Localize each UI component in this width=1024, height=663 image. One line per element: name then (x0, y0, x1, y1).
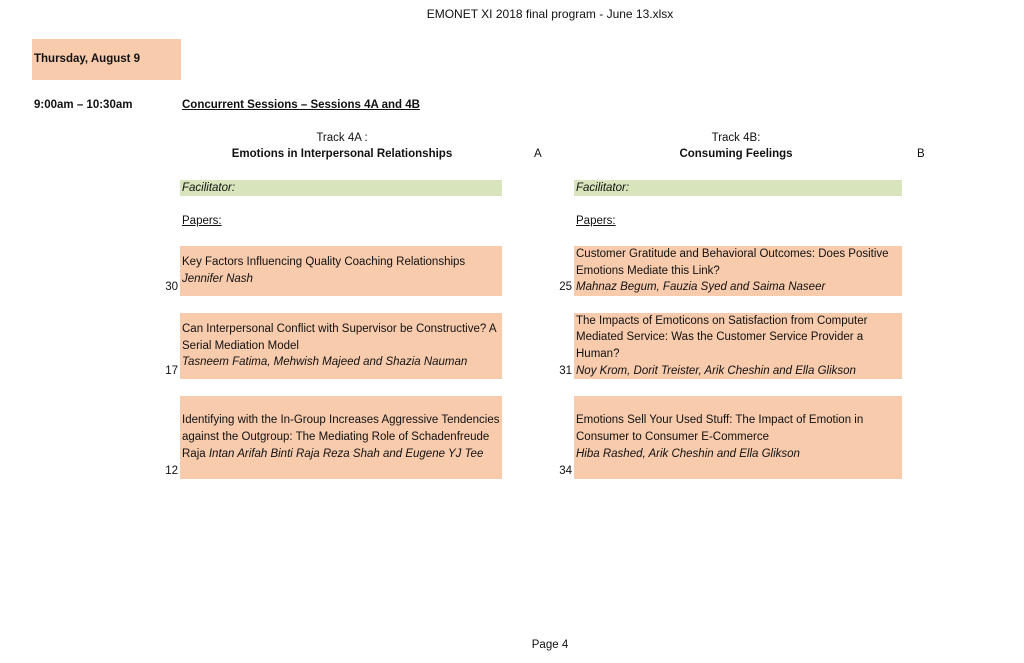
track-b-label: Track 4B: (711, 132, 761, 144)
session-time: 9:00am – 10:30am (34, 99, 133, 111)
track-a-facilitator-bar (180, 180, 502, 196)
page-footer: Page 4 (531, 639, 569, 651)
paper-title: The Impacts of Emoticons on Satisfaction from Computer Mediated Service: Was the Customer Service Provider a Human? (576, 314, 868, 360)
paper-item (180, 246, 502, 296)
paper-item (180, 396, 502, 479)
track-b-letter: B (917, 148, 925, 160)
paper-authors-italic: Tasneem Fatima, Mehwish Majeed and Shazia Nauman (182, 356, 468, 369)
paper-item (574, 313, 902, 379)
paper-authors (576, 279, 900, 296)
paper-number: 12 (165, 465, 178, 477)
track-b-facilitator-bar (574, 180, 902, 196)
paper-authors (182, 271, 500, 288)
track-b-name: Consuming Feelings (679, 148, 793, 160)
track-a-label: Track 4A : (316, 132, 368, 144)
paper-number: 30 (165, 281, 178, 293)
paper-authors-plain: Raja (182, 447, 209, 460)
paper-authors-italic: Intan Arifah Binti Raja Reza Shah and Eugene YJ Tee (208, 447, 484, 460)
track-a-name: Emotions in Interpersonal Relationships (231, 148, 453, 160)
paper-number: 31 (559, 365, 572, 377)
paper-item (574, 396, 902, 479)
paper-number: 25 (559, 281, 572, 293)
track-a-papers-label: Papers: (182, 215, 222, 227)
paper-number: 17 (165, 365, 178, 377)
paper-authors (576, 446, 900, 463)
track-b-papers-label: Papers: (576, 215, 616, 227)
track-a-facilitator-label: Facilitator: (182, 182, 236, 194)
paper-title: Key Factors Influencing Quality Coaching Relationships (182, 256, 466, 269)
paper-item (180, 313, 502, 379)
document-title: EMONET XI 2018 final program - June 13.xlsx (426, 7, 674, 21)
paper-title: Can Interpersonal Conflict with Supervisor be Constructive? A Serial Mediation Model (182, 322, 496, 352)
paper-item (574, 246, 902, 296)
paper-authors-italic: Noy Krom, Dorit Treister, Arik Cheshin and Ella Glikson (576, 364, 856, 377)
paper-title: Identifying with the In-Group Increases Aggressive Tendencies against the Outgroup: The Mediating Role of Schadenfreude (182, 414, 500, 444)
track-b-facilitator-label: Facilitator: (576, 182, 630, 194)
paper-title: Customer Gratitude and Behavioral Outcomes: Does Positive Emotions Mediate this Link? (576, 247, 889, 277)
day-label: Thursday, August 9 (34, 53, 141, 65)
paper-authors-italic: Jennifer Nash (182, 273, 253, 285)
paper-authors (576, 363, 900, 380)
track-a-letter: A (534, 148, 542, 160)
paper-authors-italic: Hiba Rashed, Arik Cheshin and Ella Glikson (576, 447, 800, 460)
paper-authors (182, 446, 500, 463)
paper-number: 34 (559, 465, 572, 477)
session-title: Concurrent Sessions – Sessions 4A and 4B (182, 99, 420, 111)
paper-authors (182, 354, 500, 371)
paper-title: Emotions Sell Your Used Stuff: The Impact of Emotion in Consumer to Consumer E-Commerce (576, 414, 864, 444)
paper-authors-italic: Mahnaz Begum, Fauzia Syed and Saima Naseer (576, 281, 826, 294)
